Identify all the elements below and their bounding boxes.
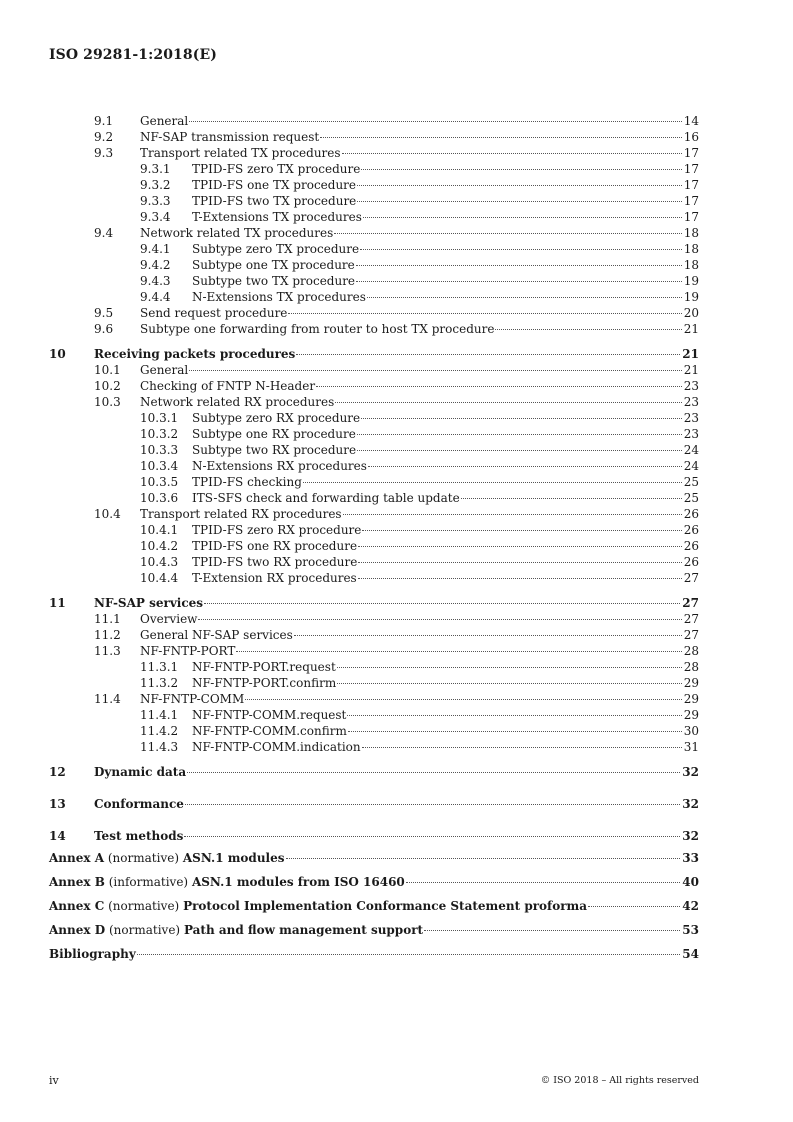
toc-entry-page: 32	[682, 765, 699, 779]
toc-entry-page: 18	[683, 258, 699, 272]
toc-entry[interactable]	[49, 490, 699, 506]
toc-entry-number: 12	[49, 765, 66, 779]
annex-entry[interactable]	[49, 874, 699, 890]
toc-entry-title: Transport related TX procedures	[140, 146, 341, 160]
toc-leader-dots	[358, 562, 681, 563]
toc-entry-page: 32	[682, 797, 699, 811]
toc-entry[interactable]	[49, 113, 699, 129]
toc-entry-line	[192, 474, 699, 490]
annex-page: 42	[682, 899, 699, 913]
toc-entry-title: N-Extensions RX procedures	[192, 459, 367, 473]
annex-page: 40	[682, 875, 699, 889]
toc-leader-dots	[588, 906, 680, 907]
toc-entry-page: 27	[683, 571, 699, 585]
annex-kind: (normative)	[107, 851, 180, 865]
toc-entry-title: Subtype one TX procedure	[192, 258, 355, 272]
toc-entry-title: TPID-FS two TX procedure	[192, 194, 357, 208]
toc-entry-page: 24	[683, 459, 699, 473]
toc-entry-line	[192, 458, 699, 474]
toc-entry-page: 20	[683, 306, 699, 320]
toc-entry-title: Conformance	[94, 797, 184, 811]
toc-entry-line	[140, 378, 699, 394]
toc-entry-page: 28	[683, 644, 699, 658]
toc-entry-title: Receiving packets procedures	[94, 347, 296, 361]
toc-leader-dots	[296, 354, 680, 355]
toc-leader-dots	[361, 418, 682, 419]
toc-entry-title: NF-FNTP-COMM.indication	[192, 740, 361, 754]
toc-entry-line	[140, 145, 699, 161]
toc-leader-dots	[342, 153, 682, 154]
toc-entry-number: 11.3	[94, 644, 121, 658]
toc-entry-line	[192, 161, 699, 177]
annex-page: 53	[682, 923, 699, 937]
toc-entry-title: TPID-FS two RX procedure	[192, 555, 358, 569]
toc-entry-number: 9.4.2	[140, 258, 171, 272]
toc-leader-dots	[343, 514, 682, 515]
toc-entry[interactable]	[49, 225, 699, 241]
toc-leader-dots	[368, 466, 682, 467]
toc-leader-dots	[347, 715, 681, 716]
toc-entry-number: 10.3.6	[140, 491, 179, 505]
toc-leader-dots	[137, 954, 681, 955]
annex-entry-line	[49, 850, 699, 866]
annex-label: Annex C	[49, 899, 105, 913]
toc-entry[interactable]	[49, 378, 699, 394]
toc-entry[interactable]	[49, 129, 699, 145]
toc-entry-title: N-Extensions TX procedures	[192, 290, 366, 304]
toc-entry[interactable]	[49, 394, 699, 410]
toc-entry-number: 9.3.3	[140, 194, 171, 208]
toc-entry-line	[140, 113, 699, 129]
toc-entry-page: 27	[683, 612, 699, 626]
toc-leader-dots	[358, 546, 682, 547]
toc-entry-line	[192, 707, 699, 723]
bibliography-title: Bibliography	[49, 947, 136, 961]
toc-entry-title: NF-FNTP-COMM	[140, 692, 245, 706]
toc-entry[interactable]	[49, 522, 699, 538]
toc-entry-page: 26	[683, 523, 699, 537]
toc-entry-line	[192, 554, 699, 570]
toc-entry-page: 23	[683, 411, 699, 425]
bibliography-line	[49, 946, 699, 962]
toc-entry-line	[192, 490, 699, 506]
toc-entry-line	[140, 506, 699, 522]
toc-leader-dots	[495, 329, 681, 330]
toc-leader-dots	[286, 858, 681, 859]
toc-entry-number: 10.3	[94, 395, 121, 409]
toc-leader-dots	[294, 635, 682, 636]
toc-entry-line	[192, 659, 699, 675]
annex-title: Protocol Implementation Conformance Statement proforma	[183, 899, 587, 913]
toc-leader-dots	[245, 699, 681, 700]
toc-entry-page: 27	[682, 596, 699, 610]
toc-entry-title: NF-FNTP-COMM.request	[192, 708, 347, 722]
toc-entry-title: General	[140, 363, 189, 377]
toc-leader-dots	[348, 731, 682, 732]
toc-entry-page: 17	[683, 178, 699, 192]
toc-entry-title: Network related TX procedures	[140, 226, 334, 240]
annex-label: Annex A	[49, 851, 105, 865]
toc-entry-page: 18	[683, 226, 699, 240]
toc-entry-line	[192, 739, 699, 755]
toc-entry-number: 10.1	[94, 363, 121, 377]
toc-entry-line	[192, 723, 699, 739]
toc-entry[interactable]	[49, 796, 699, 812]
annex-kind: (normative)	[108, 899, 180, 913]
toc-entry-title: Checking of FNTP N-Header	[140, 379, 316, 393]
toc-entry-page: 18	[683, 242, 699, 256]
toc-entry[interactable]	[49, 659, 699, 675]
toc-entry-line	[192, 442, 699, 458]
toc-entry-number: 10.3.5	[140, 475, 179, 489]
toc-entry[interactable]	[49, 707, 699, 723]
toc-leader-dots	[461, 498, 682, 499]
toc-entry[interactable]	[49, 346, 699, 362]
toc-entry-number: 10.4	[94, 507, 121, 521]
toc-entry-title: Dynamic data	[94, 765, 187, 779]
toc-entry[interactable]	[49, 241, 699, 257]
toc-leader-dots	[185, 804, 680, 805]
toc-entry-number: 13	[49, 797, 66, 811]
toc-entry[interactable]	[49, 764, 699, 780]
annex-entry-line	[49, 922, 699, 938]
toc-entry-title: T-Extension RX procedures	[192, 571, 357, 585]
bibliography-entry[interactable]	[49, 946, 699, 962]
toc-entry-line	[192, 241, 699, 257]
toc-leader-dots	[337, 683, 681, 684]
toc-entry-title: General NF-SAP services	[140, 628, 293, 642]
annex-entry[interactable]	[49, 922, 699, 938]
toc-entry[interactable]	[49, 321, 699, 337]
toc-entry[interactable]	[49, 611, 699, 627]
page-number: iv	[49, 1074, 59, 1087]
toc-entry-number: 10.3.2	[140, 427, 179, 441]
toc-entry-title: NF-FNTP-PORT.confirm	[192, 676, 337, 690]
toc-entry-line	[140, 643, 699, 659]
toc-entry-number: 10.4.3	[140, 555, 179, 569]
annex-label: Annex D	[49, 923, 106, 937]
toc-leader-dots	[406, 882, 681, 883]
toc-entry-page: 17	[683, 146, 699, 160]
toc-entry-title: NF-FNTP-COMM.confirm	[192, 724, 347, 738]
toc-entry[interactable]	[49, 257, 699, 273]
toc-entry-line	[192, 289, 699, 305]
toc-entry-page: 21	[683, 322, 699, 336]
toc-entry-line	[192, 538, 699, 554]
toc-entry-title: TPID-FS zero RX procedure	[192, 523, 362, 537]
toc-entry-line	[192, 177, 699, 193]
toc-leader-dots	[356, 281, 682, 282]
toc-entry-number: 9.4.1	[140, 242, 171, 256]
toc-entry-line	[192, 257, 699, 273]
annex-label: Annex B	[49, 875, 105, 889]
toc-leader-dots	[320, 137, 682, 138]
toc-entry-title: Send request procedure	[140, 306, 288, 320]
annex-entry-line	[49, 874, 699, 890]
toc-entry-line	[192, 273, 699, 289]
toc-entry-page: 31	[683, 740, 699, 754]
toc-entry[interactable]	[49, 675, 699, 691]
toc-entry-title: TPID-FS checking	[192, 475, 302, 489]
toc-leader-dots	[362, 530, 681, 531]
toc-entry-title: Test methods	[94, 829, 184, 843]
annex-kind: (normative)	[108, 923, 181, 937]
toc-entry-page: 25	[683, 475, 699, 489]
toc-leader-dots	[337, 667, 682, 668]
toc-entry-page: 28	[683, 660, 699, 674]
toc-entry-number: 11.3.1	[140, 660, 179, 674]
toc-entry-page: 29	[683, 692, 699, 706]
toc-entry-page: 21	[683, 363, 699, 377]
toc-entry[interactable]	[49, 691, 699, 707]
annex-title: ASN.1 modules	[182, 851, 285, 865]
document-header: ISO 29281-1:2018(E)	[49, 47, 217, 63]
toc-entry-page: 21	[682, 347, 699, 361]
toc-entry[interactable]	[49, 161, 699, 177]
toc-entry-page: 27	[683, 628, 699, 642]
toc-entry[interactable]	[49, 643, 699, 659]
toc-entry-number: 9.4.4	[140, 290, 171, 304]
toc-leader-dots	[357, 450, 682, 451]
toc-entry-title: NF-SAP services	[94, 596, 204, 610]
toc-entry-line	[140, 362, 699, 378]
toc-entry-number: 11.4	[94, 692, 121, 706]
toc-entry-line	[140, 129, 699, 145]
copyright-notice: © ISO 2018 – All rights reserved	[540, 1075, 699, 1086]
toc-entry-title: TPID-FS one TX procedure	[192, 178, 357, 192]
bibliography-page: 54	[682, 947, 699, 961]
toc-entry-title: Network related RX procedures	[140, 395, 335, 409]
toc-entry-number: 9.2	[94, 130, 114, 144]
toc-entry-number: 11.3.2	[140, 676, 179, 690]
toc-entry[interactable]	[49, 474, 699, 490]
toc-entry[interactable]	[49, 739, 699, 755]
toc-leader-dots	[363, 217, 682, 218]
toc-entry-title: Subtype zero TX procedure	[192, 242, 360, 256]
annex-entry[interactable]	[49, 850, 699, 866]
toc-entry-page: 29	[683, 676, 699, 690]
toc-entry-number: 9.4.3	[140, 274, 171, 288]
toc-entry[interactable]	[49, 289, 699, 305]
toc-entry-line	[140, 691, 699, 707]
toc-entry-title: NF-FNTP-PORT.request	[192, 660, 336, 674]
toc-entry-number: 10.3.4	[140, 459, 179, 473]
toc-leader-dots	[357, 434, 682, 435]
toc-leader-dots	[367, 297, 682, 298]
toc-leader-dots	[198, 619, 681, 620]
toc-entry-title: Subtype one RX procedure	[192, 427, 356, 441]
toc-entry[interactable]	[49, 193, 699, 209]
toc-entry-number: 9.5	[94, 306, 114, 320]
toc-entry-line	[140, 225, 699, 241]
toc-leader-dots	[316, 386, 682, 387]
toc-entry-page: 23	[683, 427, 699, 441]
annex-title: Path and flow management support	[183, 923, 424, 937]
toc-entry-page: 26	[683, 539, 699, 553]
toc-entry-number: 10	[49, 347, 66, 361]
toc-entry[interactable]	[49, 410, 699, 426]
toc-entry-number: 11.1	[94, 612, 121, 626]
toc-leader-dots	[189, 370, 681, 371]
toc-entry-page: 19	[683, 274, 699, 288]
toc-entry-number: 10.4.4	[140, 571, 179, 585]
toc-entry-title: T-Extensions TX procedures	[192, 210, 362, 224]
toc-entry[interactable]	[49, 723, 699, 739]
toc-entry-number: 10.4.2	[140, 539, 179, 553]
toc-entry[interactable]	[49, 426, 699, 442]
toc-entry[interactable]	[49, 570, 699, 586]
annex-entry[interactable]	[49, 898, 699, 914]
toc-entry-number: 11.4.2	[140, 724, 179, 738]
toc-entry-number: 9.1	[94, 114, 114, 128]
toc-entry-line	[94, 828, 699, 844]
toc-entry-page: 26	[683, 507, 699, 521]
toc-entry-line	[140, 321, 699, 337]
toc-leader-dots	[362, 747, 682, 748]
toc-leader-dots	[184, 836, 680, 837]
toc-leader-dots	[361, 169, 681, 170]
toc-leader-dots	[236, 651, 681, 652]
toc-entry-number: 10.2	[94, 379, 121, 393]
toc-leader-dots	[357, 201, 681, 202]
toc-entry-number: 9.6	[94, 322, 114, 336]
toc-entry-line	[94, 346, 699, 362]
toc-leader-dots	[358, 578, 682, 579]
toc-entry-line	[192, 522, 699, 538]
toc-entry-line	[94, 764, 699, 780]
toc-entry-title: General	[140, 114, 189, 128]
toc-entry[interactable]	[49, 627, 699, 643]
toc-leader-dots	[187, 772, 680, 773]
toc-entry-number: 9.3.4	[140, 210, 171, 224]
toc-entry-number: 9.3	[94, 146, 114, 160]
toc-entry-number: 9.3.1	[140, 162, 171, 176]
toc-entry-title: Overview	[140, 612, 198, 626]
toc-entry-line	[140, 305, 699, 321]
annex-entry-line	[49, 898, 699, 914]
toc-entry-number: 11.2	[94, 628, 121, 642]
toc-entry-line	[140, 611, 699, 627]
toc-entry[interactable]	[49, 362, 699, 378]
toc-leader-dots	[204, 603, 680, 604]
toc-entry-line	[192, 675, 699, 691]
toc-entry[interactable]	[49, 305, 699, 321]
toc-entry-page: 14	[683, 114, 699, 128]
toc-leader-dots	[288, 313, 681, 314]
annex-kind: (informative)	[108, 875, 189, 889]
toc-leader-dots	[335, 402, 681, 403]
toc-entry-page: 24	[683, 443, 699, 457]
toc-leader-dots	[356, 265, 682, 266]
toc-entry-line	[94, 595, 699, 611]
toc-entry-page: 17	[683, 162, 699, 176]
annex-title: ASN.1 modules from ISO 16460	[191, 875, 405, 889]
toc-entry[interactable]	[49, 442, 699, 458]
toc-leader-dots	[357, 185, 682, 186]
toc-entry-line	[192, 570, 699, 586]
toc-leader-dots	[334, 233, 681, 234]
toc-entry-line	[192, 426, 699, 442]
toc-entry[interactable]	[49, 595, 699, 611]
toc-entry-page: 17	[683, 194, 699, 208]
toc-entry-page: 23	[683, 395, 699, 409]
toc-entry-line	[140, 627, 699, 643]
toc-entry-page: 32	[682, 829, 699, 843]
toc-entry-title: Subtype two TX procedure	[192, 274, 356, 288]
toc-entry[interactable]	[49, 506, 699, 522]
toc-entry-title: TPID-FS one RX procedure	[192, 539, 358, 553]
toc-entry-title: Transport related RX procedures	[140, 507, 342, 521]
toc-leader-dots	[360, 249, 682, 250]
toc-entry[interactable]	[49, 273, 699, 289]
toc-entry-number: 14	[49, 829, 66, 843]
toc-entry-title: NF-FNTP-PORT	[140, 644, 236, 658]
toc-entry[interactable]	[49, 828, 699, 844]
toc-entry-page: 19	[683, 290, 699, 304]
toc-entry[interactable]	[49, 538, 699, 554]
toc-entry-line	[140, 394, 699, 410]
toc-entry-title: Subtype zero RX procedure	[192, 411, 361, 425]
toc-leader-dots	[303, 482, 682, 483]
toc-entry-title: Subtype two RX procedure	[192, 443, 357, 457]
toc-entry-number: 11.4.1	[140, 708, 179, 722]
toc-entry-number: 10.3.1	[140, 411, 179, 425]
toc-entry-page: 16	[683, 130, 699, 144]
toc-entry[interactable]	[49, 177, 699, 193]
toc-entry-number: 10.3.3	[140, 443, 179, 457]
toc-entry-number: 11.4.3	[140, 740, 179, 754]
toc-entry-page: 26	[683, 555, 699, 569]
toc-entry-line	[94, 796, 699, 812]
toc-entry-title: ITS-SFS check and forwarding table update	[192, 491, 460, 505]
toc-entry-page: 25	[683, 491, 699, 505]
toc-entry-number: 9.4	[94, 226, 114, 240]
toc-entry-page: 29	[683, 708, 699, 722]
toc-entry-page: 17	[683, 210, 699, 224]
toc-leader-dots	[424, 930, 680, 931]
toc-entry-line	[192, 209, 699, 225]
toc-entry-line	[192, 410, 699, 426]
toc-leader-dots	[189, 121, 681, 122]
toc-entry[interactable]	[49, 554, 699, 570]
annex-page: 33	[682, 851, 699, 865]
toc-entry-page: 30	[683, 724, 699, 738]
toc-entry-number: 9.3.2	[140, 178, 171, 192]
toc-entry-title: NF-SAP transmission request	[140, 130, 320, 144]
toc-entry-number: 10.4.1	[140, 523, 179, 537]
toc-entry[interactable]	[49, 458, 699, 474]
toc-entry-line	[192, 193, 699, 209]
toc-entry[interactable]	[49, 209, 699, 225]
toc-entry-number: 11	[49, 596, 66, 610]
toc-entry-title: Subtype one forwarding from router to host TX procedure	[140, 322, 495, 336]
toc-entry[interactable]	[49, 145, 699, 161]
toc-entry-title: TPID-FS zero TX procedure	[192, 162, 361, 176]
toc-entry-page: 23	[683, 379, 699, 393]
